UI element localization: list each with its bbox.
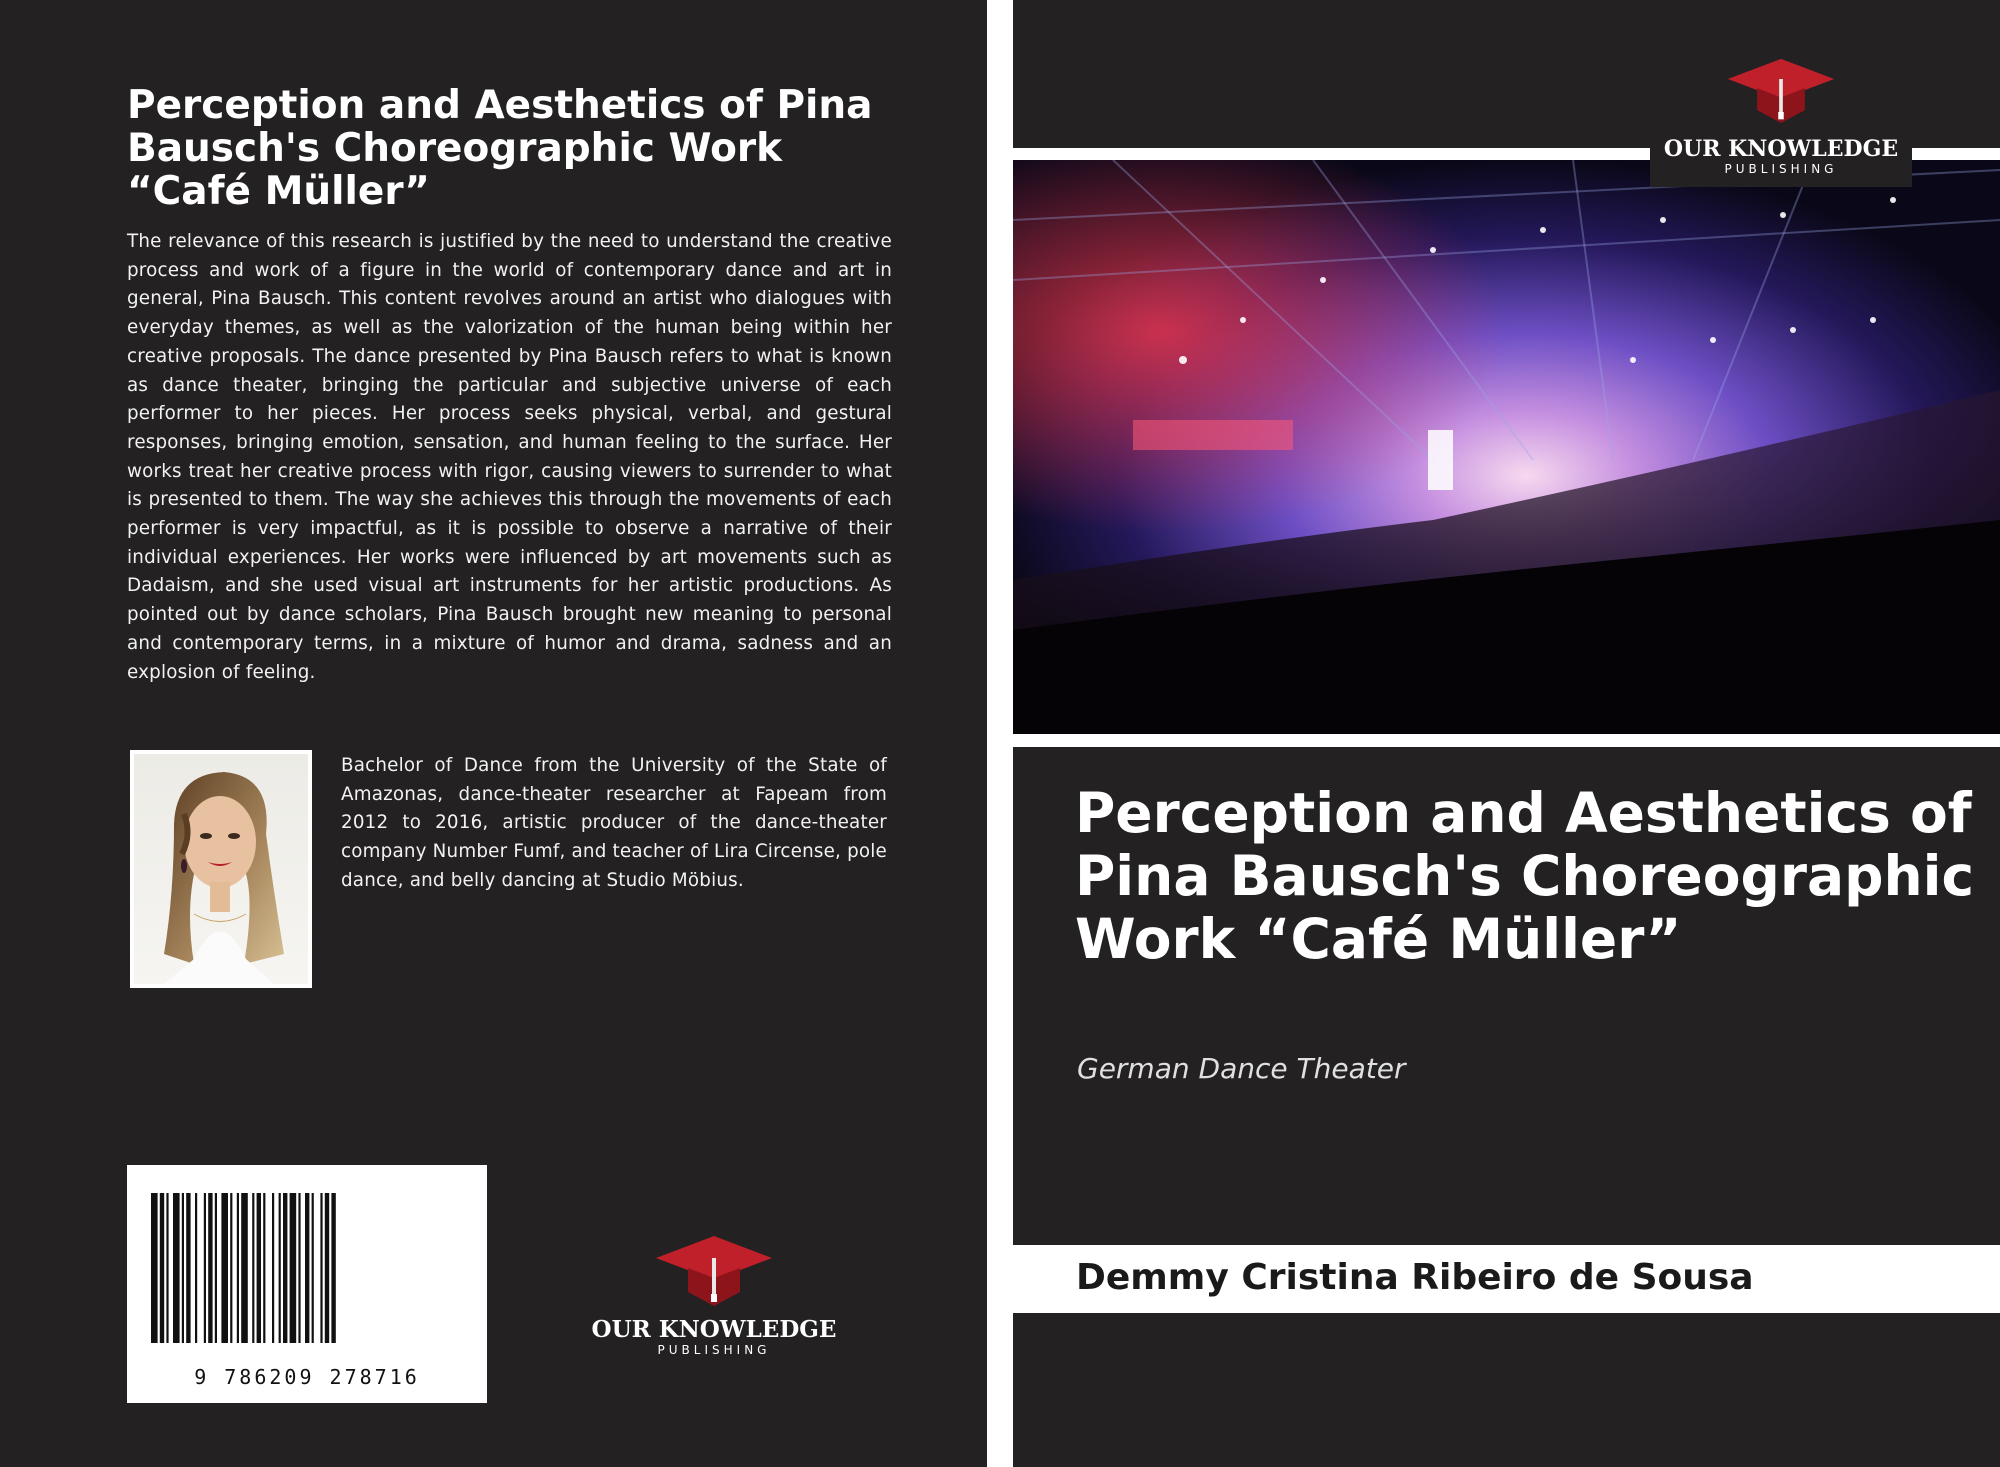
front-cover-subtitle: German Dance Theater xyxy=(1077,1052,1406,1085)
concert-crowd-image xyxy=(1013,160,2000,734)
front-cover-title: Perception and Aesthetics of Pina Bausch's Choreographic Work “Café Müller” xyxy=(1075,781,1975,971)
graduation-cap-icon xyxy=(654,1230,774,1310)
front-publisher-logo-box xyxy=(1650,0,1912,187)
front-publisher-logo xyxy=(1650,52,1912,176)
graduation-cap-icon xyxy=(1726,52,1836,128)
back-publisher-name: OUR KNOWLEDGE xyxy=(591,1316,837,1343)
author-photo xyxy=(130,750,312,988)
barcode-bars xyxy=(127,1165,487,1365)
back-cover-title: Perception and Aesthetics of Pina Bausch's Choreographic Work “Café Müller” xyxy=(127,83,873,214)
isbn-barcode xyxy=(127,1165,487,1403)
author-name: Demmy Cristina Ribeiro de Sousa xyxy=(1076,1257,1754,1298)
concert-photo xyxy=(1013,160,2000,734)
front-cover-title-panel xyxy=(1013,747,2000,1245)
author-strip xyxy=(1013,1245,2000,1313)
back-cover-description: The relevance of this research is justified by the need to understand the creative process and work of a figure in the world of contemporary dance and art in general, Pina Bausch. This content revolves around an artist who dialogues with everyday themes, as well as the valorization of the human being within her creative proposals. The dance presented by Pina Bausch refers to what is known as dance theater, bringing the particular and subjective universe of each performer to her pieces. Her process seeks physical, verbal, and gestural responses, bringing emotion, sensation, and human feeling to the surface. Her works treat her creative process with rigor, causing viewers to surrender to what is presented to them. The way she achieves this through the movements of each performer is very impactful, as it is possible to observe a narrative of their individual experiences. Her works were influenced by art movements such as Dadaism, and she used visual art instruments for her artistic productions. As pointed out by dance scholars, Pina Bausch brought new meaning to personal and contemporary terms, in a mixture of humor and drama, sadness and an explosion of feeling. xyxy=(127,231,892,683)
front-cover-bottom-band xyxy=(1013,1313,2000,1467)
author-bio: Bachelor of Dance from the University of the State of Amazonas, dance-theater researcher at Fapeam from 2012 to 2016, artistic producer of the dance-theater company Number Fumf, and teacher of Lira Circense, pole dance, and belly dancing at Studio Möbius. xyxy=(341,755,887,891)
isbn-number: 9 786209 278716 xyxy=(194,1365,420,1389)
back-publisher-sub: PUBLISHING xyxy=(657,1343,771,1357)
author-portrait-image xyxy=(134,754,308,984)
front-publisher-name: OUR KNOWLEDGE xyxy=(1663,136,1899,162)
back-cover xyxy=(0,0,987,1467)
front-publisher-sub: PUBLISHING xyxy=(1724,162,1838,176)
back-publisher-logo xyxy=(590,1230,838,1357)
